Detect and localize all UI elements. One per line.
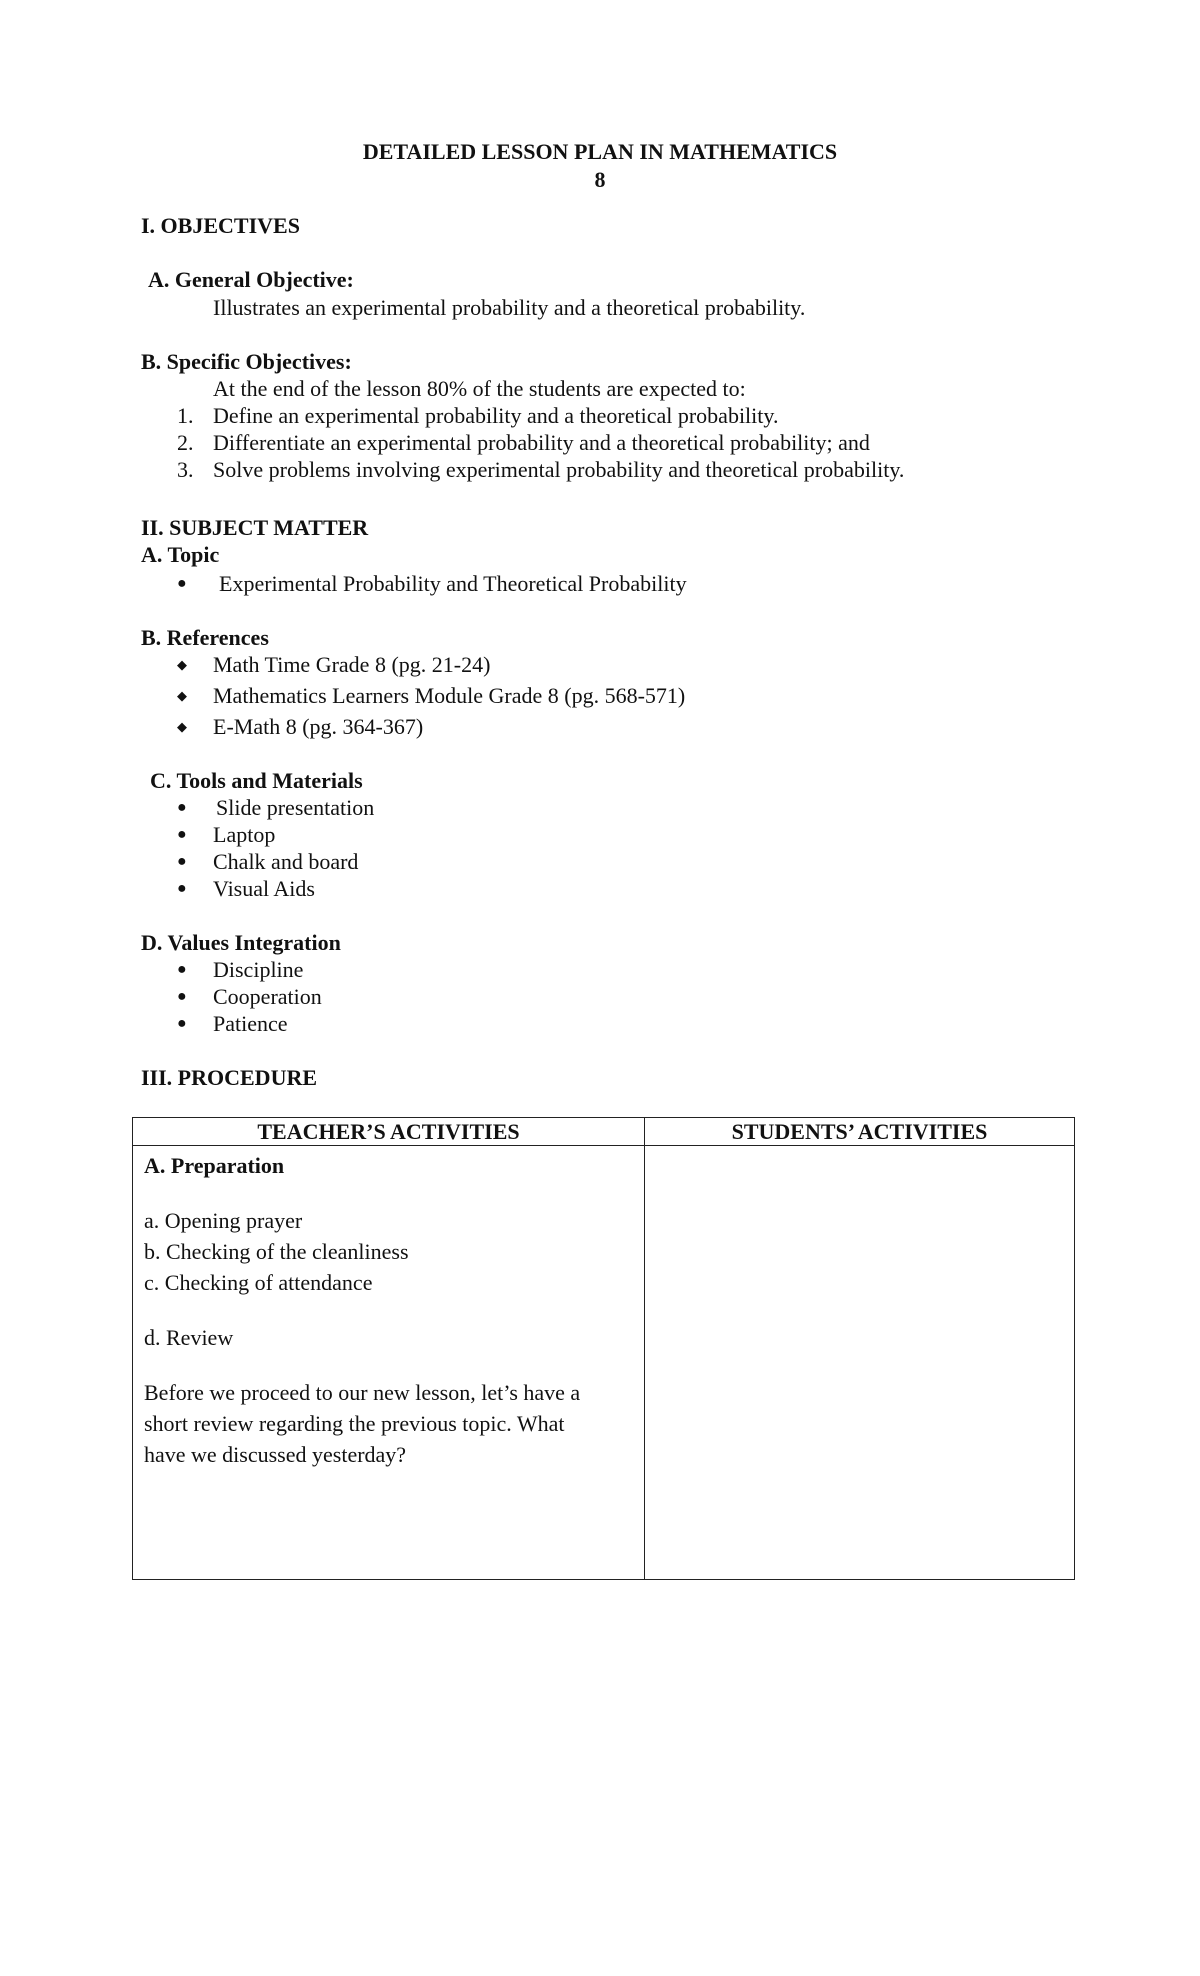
specific-objective-number: 3. — [177, 457, 194, 482]
bullet-icon: ◆ — [177, 657, 187, 672]
specific-objective-item: Solve problems involving experimental probability and theoretical probability. — [213, 457, 905, 482]
preparation-item: a. Opening prayer — [144, 1208, 303, 1233]
teacher-activities-cell — [133, 1146, 645, 1580]
topic-label: A. Topic — [141, 542, 220, 567]
student-activities-header: STUDENTS’ ACTIVITIES — [645, 1118, 1075, 1146]
specific-objective-item: Differentiate an experimental probability and a theoretical probability; and — [213, 430, 870, 455]
bullet-icon: ◆ — [177, 719, 187, 734]
specific-objectives-intro: At the end of the lesson 80% of the students are expected to: — [213, 376, 746, 401]
values-item: Discipline — [213, 957, 304, 982]
tools-item: Slide presentation — [216, 795, 375, 820]
subject-matter-heading: II. SUBJECT MATTER — [141, 515, 369, 540]
general-objective-text: Illustrates an experimental probability and a theoretical probability. — [213, 295, 806, 320]
review-text-line: Before we proceed to our new lesson, let’s have a — [144, 1380, 581, 1405]
reference-item: E-Math 8 (pg. 364-367) — [213, 714, 424, 739]
bullet-icon: ● — [177, 961, 187, 978]
specific-objective-item: Define an experimental probability and a theoretical probability. — [213, 403, 779, 428]
general-objective-label: A. General Objective: — [148, 267, 354, 292]
bullet-icon: ● — [177, 853, 187, 870]
values-item: Cooperation — [213, 984, 322, 1009]
review-label: d. Review — [144, 1325, 234, 1350]
table-row — [133, 1146, 1075, 1580]
objectives-heading: I. OBJECTIVES — [141, 213, 300, 238]
specific-objectives-label: B. Specific Objectives: — [141, 349, 352, 374]
table-header-row — [133, 1118, 1075, 1146]
reference-item: Mathematics Learners Module Grade 8 (pg. 568-571) — [213, 683, 686, 708]
topic-item: Experimental Probability and Theoretical Probability — [219, 571, 687, 596]
review-text-line: short review regarding the previous topic. What — [144, 1411, 565, 1436]
student-activities-cell — [645, 1146, 1075, 1580]
references-label: B. References — [141, 625, 269, 650]
bullet-icon: ◆ — [177, 688, 187, 703]
tools-label: C. Tools and Materials — [150, 768, 363, 793]
procedure-heading: III. PROCEDURE — [141, 1065, 318, 1090]
tools-item: Visual Aids — [213, 876, 315, 901]
document-title: DETAILED LESSON PLAN IN MATHEMATICS — [362, 139, 838, 164]
bullet-icon: ● — [177, 799, 187, 816]
bullet-icon: ● — [177, 1015, 187, 1032]
bullet-icon: ● — [177, 880, 187, 897]
tools-item: Chalk and board — [213, 849, 359, 874]
preparation-item: b. Checking of the cleanliness — [144, 1239, 409, 1264]
preparation-item: c. Checking of attendance — [144, 1270, 373, 1295]
teacher-activities-header: TEACHER’S ACTIVITIES — [133, 1118, 645, 1146]
specific-objective-number: 2. — [177, 430, 194, 455]
tools-item: Laptop — [213, 822, 276, 847]
bullet-icon: ● — [177, 826, 187, 843]
preparation-label: A. Preparation — [144, 1153, 285, 1178]
specific-objective-number: 1. — [177, 403, 194, 428]
reference-item: Math Time Grade 8 (pg. 21-24) — [213, 652, 491, 677]
document-title-grade: 8 — [594, 167, 606, 192]
bullet-icon: ● — [177, 575, 187, 592]
values-label: D. Values Integration — [141, 930, 341, 955]
values-item: Patience — [213, 1011, 288, 1036]
review-text-line: have we discussed yesterday? — [144, 1442, 407, 1467]
bullet-icon: ● — [177, 988, 187, 1005]
procedure-table — [132, 1117, 1075, 1580]
